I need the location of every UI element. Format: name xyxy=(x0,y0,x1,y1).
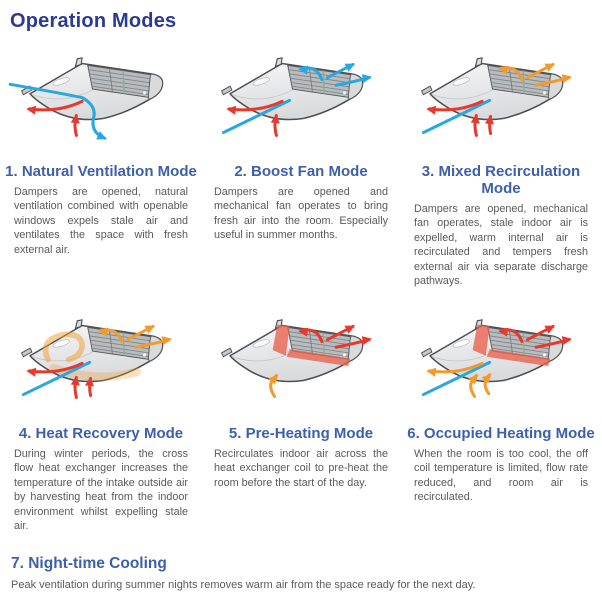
mode-description: Peak ventilation during summer nights removes warm air from the space ready for the next day. xyxy=(11,579,476,592)
page-title: Operation Modes xyxy=(10,10,177,32)
hvac-unit-diagram-icon xyxy=(5,37,197,160)
mode-title: 7. Night-time Cooling xyxy=(11,555,167,573)
operation-modes-infographic xyxy=(0,10,602,592)
mode-title: 5. Pre-Heating Mode xyxy=(228,424,374,442)
mode-title: 6. Occupied Heating Mode xyxy=(407,424,595,442)
mode-title: 4. Heat Recovery Mode xyxy=(18,424,184,442)
mode-description: When the room is too cool, the off coil temperature is limited, flow rate reduced, and room air is recirculated. xyxy=(414,447,588,504)
mode-description: Dampers are opened, mechanical fan operates, stale indoor air is expelled, warm internal air is recirculated and tempers fresh external air via separate discharge pathways. xyxy=(414,203,588,288)
hvac-unit-diagram-icon xyxy=(5,299,197,422)
mode-description: Dampers are opened, natural ventilation combined with openable windows expels stale air and ventilates the space with fresh external air. xyxy=(14,186,188,256)
mode-card-2 xyxy=(205,37,397,299)
mode-description: Recirculates indoor air across the heat exchanger coil to pre-heat the room before the start of the day. xyxy=(214,447,388,489)
hvac-unit-diagram-icon xyxy=(205,37,397,160)
mode-card-1 xyxy=(5,37,197,299)
modes-grid xyxy=(0,37,602,543)
mode-description: Dampers are opened and mechanical fan operates to bring fresh air into the room. Especially useful in summer months. xyxy=(214,186,388,242)
mode-title: 3. Mixed Recirculation Mode xyxy=(421,163,581,197)
mode-7-section xyxy=(0,543,602,592)
mode-card-4 xyxy=(5,299,197,544)
hvac-unit-diagram-icon xyxy=(405,299,597,422)
hvac-unit-diagram-icon xyxy=(405,37,597,160)
mode-card-3 xyxy=(405,37,597,299)
mode-title: 1. Natural Ventilation Mode xyxy=(5,163,197,180)
mode-title: 2. Boost Fan Mode xyxy=(234,163,368,180)
hvac-unit-diagram-icon xyxy=(205,299,397,422)
mode-card-5 xyxy=(205,299,397,544)
mode-card-6 xyxy=(405,299,597,544)
mode-description: During winter periods, the cross flow heat exchanger increases the temperature of the intake outside air by harvesting heat from the indoor environment whilst expelling stale air. xyxy=(14,447,188,532)
